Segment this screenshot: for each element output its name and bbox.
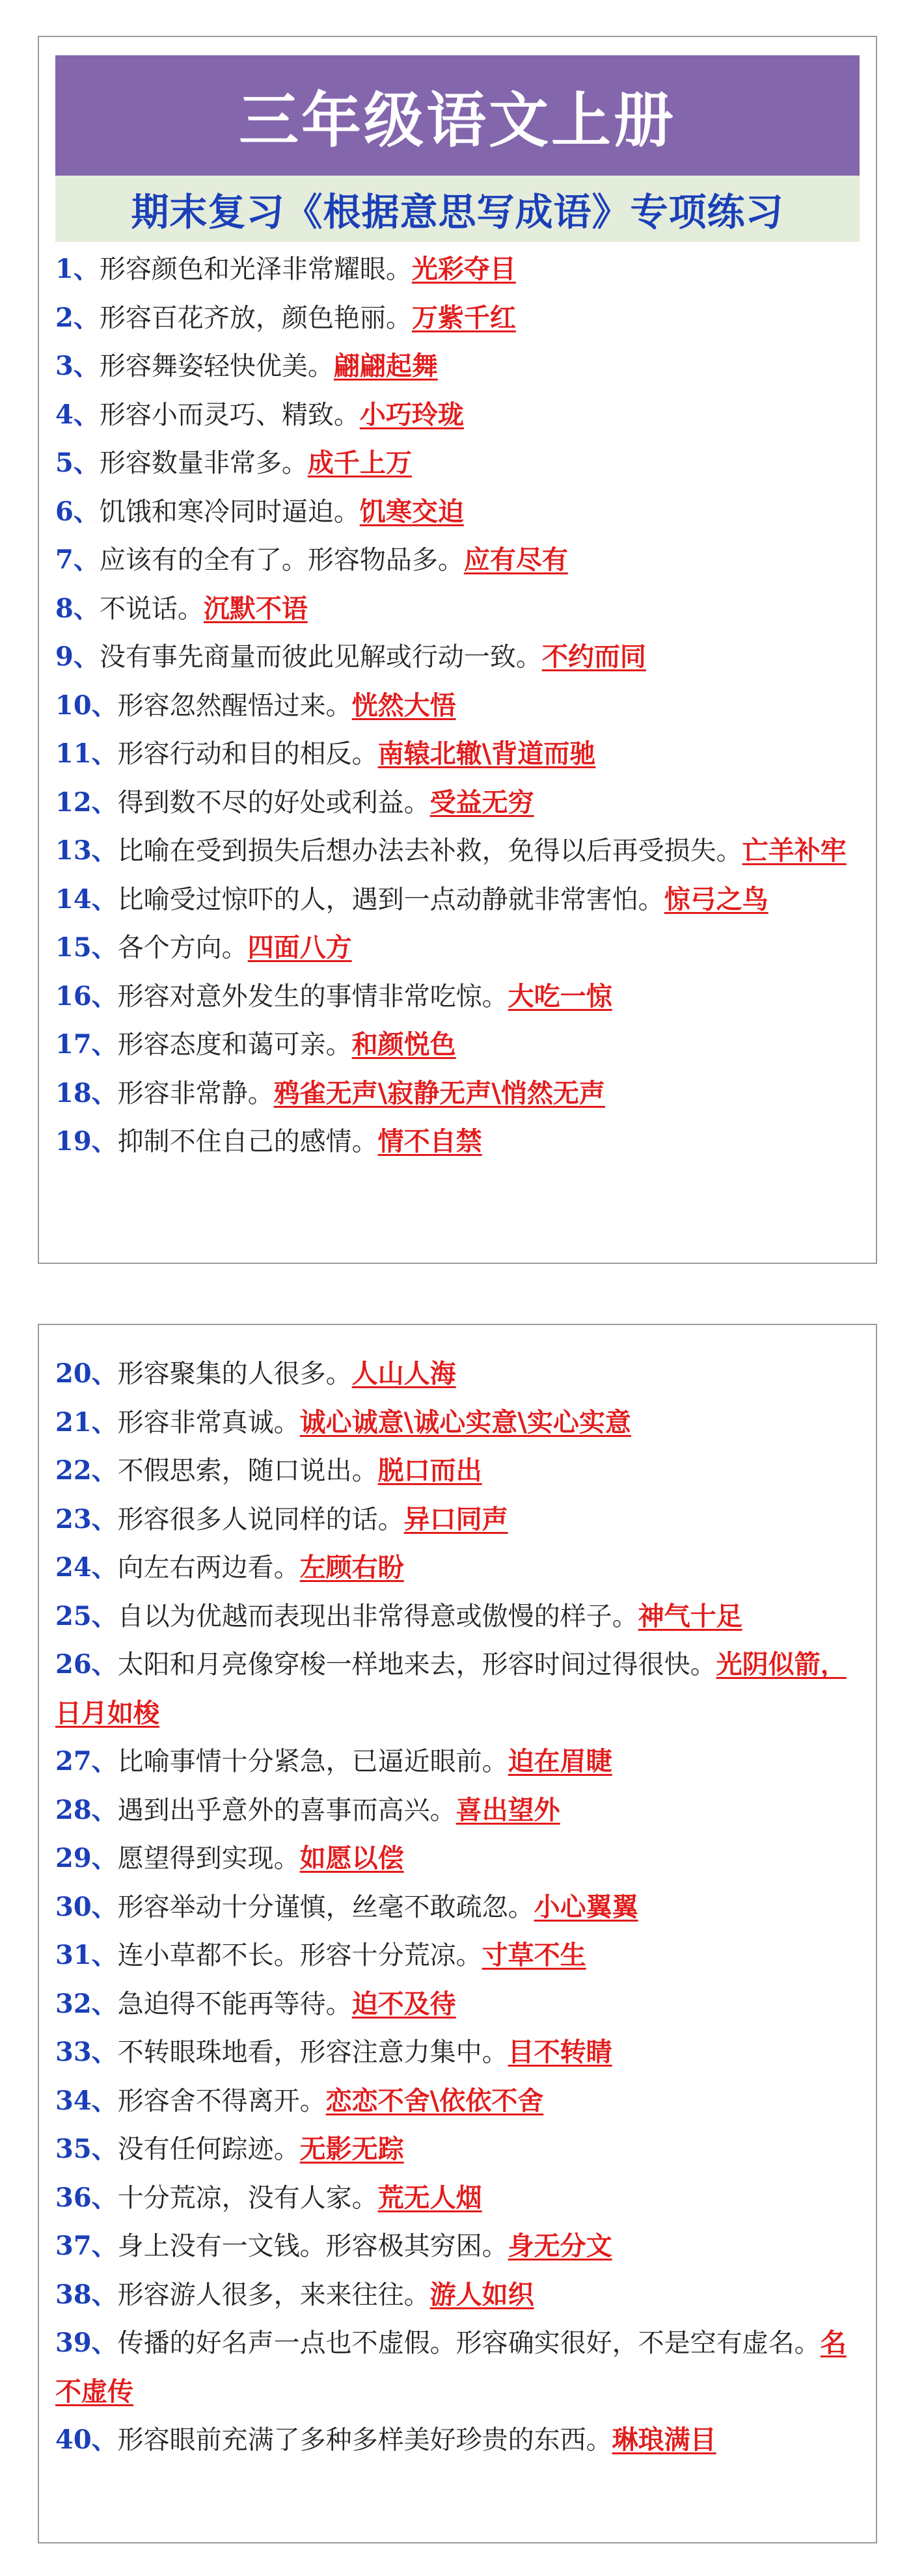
item-number: 24、	[55, 1552, 118, 1583]
exercise-item	[55, 1399, 862, 1447]
exercise-item	[55, 827, 862, 876]
item-number: 17、	[55, 1029, 118, 1060]
page-subtitle: 期末复习《根据意思写成语》专项练习	[131, 190, 784, 234]
item-number: 23、	[55, 1503, 118, 1535]
item-answer-idiom: 小心翼翼	[534, 1892, 638, 1922]
exercise-item	[55, 1834, 862, 1883]
item-answer-idiom: 恍然大悟	[351, 690, 456, 721]
exercise-item	[55, 2222, 862, 2271]
item-number: 28、	[55, 1794, 118, 1825]
exercise-item	[55, 973, 862, 1021]
exercise-item	[55, 2125, 862, 2174]
item-answer-idiom: 南辕北辙\背道而驰	[377, 739, 596, 769]
item-definition: 形容眼前充满了多种多样美好珍贵的东西。	[117, 2425, 612, 2455]
item-answer-idiom: 成千上万	[307, 448, 412, 478]
item-definition: 身上没有一文钱。形容极其穷困。	[117, 2231, 508, 2261]
item-definition: 饥饿和寒冷同时逼迫。	[99, 496, 360, 527]
item-definition: 十分荒凉，没有人家。	[117, 2182, 378, 2213]
exercise-item	[55, 1980, 862, 2029]
item-definition: 不说话。	[99, 593, 204, 624]
item-definition: 应该有的全有了。形容物品多。	[99, 545, 464, 575]
item-definition: 形容举动十分谨慎，丝毫不敢疏忽。	[117, 1892, 534, 1922]
item-number: 9、	[55, 641, 100, 672]
item-number: 31、	[55, 1940, 118, 1970]
item-number: 2、	[55, 302, 100, 333]
item-definition: 形容很多人说同样的话。	[117, 1504, 404, 1535]
item-answer-idiom: 小巧玲珑	[359, 399, 464, 430]
exercise-item	[55, 633, 862, 682]
exercise-item	[55, 1069, 862, 1118]
item-definition: 形容对意外发生的事情非常吃惊。	[117, 981, 508, 1012]
item-answer-idiom: 四面八方	[247, 933, 352, 963]
item-number: 4、	[55, 399, 100, 430]
item-number: 19、	[55, 1126, 118, 1157]
item-definition: 形容百花齐放，颜色艳丽。	[99, 302, 412, 333]
item-answer-idiom: 神气十足	[638, 1601, 742, 1631]
item-definition: 急迫得不能再等待。	[117, 1989, 352, 2019]
item-answer-idiom: 名不虚传	[55, 2328, 847, 2407]
item-answer-idiom: 饥寒交迫	[359, 496, 464, 527]
item-definition: 形容非常真诚。	[117, 1407, 300, 1438]
item-definition: 连小草都不长。形容十分荒凉。	[117, 1940, 482, 1970]
item-definition: 形容非常静。	[117, 1078, 274, 1108]
exercise-item	[55, 924, 862, 973]
item-definition: 形容数量非常多。	[99, 448, 308, 478]
item-number: 12、	[55, 786, 118, 818]
exercise-item	[55, 1350, 862, 1399]
item-number: 38、	[55, 2279, 118, 2310]
exercise-item	[55, 536, 862, 585]
item-number: 14、	[55, 883, 118, 915]
exercise-item	[55, 1118, 862, 1166]
item-number: 15、	[55, 932, 118, 963]
item-number: 25、	[55, 1600, 118, 1631]
item-definition: 没有事先商量而彼此见解或行动一致。	[99, 642, 542, 672]
exercise-item	[55, 1496, 862, 1544]
subtitle-banner	[55, 176, 860, 242]
item-answer-idiom: 无影无踪	[299, 2134, 404, 2164]
exercise-item	[55, 1883, 862, 1932]
exercise-item	[55, 488, 862, 537]
item-answer-idiom: 鸦雀无声\寂静无声\悄然无声	[273, 1078, 605, 1108]
item-definition: 向左右两边看。	[117, 1553, 300, 1583]
exercise-item	[55, 1737, 862, 1786]
exercise-item	[55, 1641, 862, 1737]
item-answer-idiom: 受益无穷	[429, 787, 534, 818]
item-number: 3、	[55, 351, 100, 381]
exercise-item	[55, 245, 862, 294]
item-definition: 愿望得到实现。	[117, 1844, 300, 1873]
exercise-item	[55, 2416, 862, 2465]
item-number: 1、	[55, 254, 100, 284]
item-answer-idiom: 不约而同	[541, 642, 646, 672]
item-definition: 各个方向。	[117, 933, 248, 963]
item-definition: 形容舞姿轻快优美。	[99, 351, 334, 381]
exercise-item	[55, 730, 862, 779]
item-number: 37、	[55, 2231, 118, 2261]
item-answer-idiom: 如愿以偿	[299, 1844, 404, 1873]
item-answer-idiom: 异口同声	[403, 1504, 508, 1535]
exercise-item	[55, 2174, 862, 2223]
item-answer-idiom: 喜出望外	[456, 1795, 560, 1825]
exercise-item	[55, 1021, 862, 1069]
item-definition: 传播的好名声一点也不虚假。形容确实很好，不是空有虚名。	[117, 2328, 821, 2358]
item-number: 13、	[55, 835, 118, 866]
exercise-item	[55, 1544, 862, 1592]
exercise-item	[55, 585, 862, 634]
exercise-item	[55, 1786, 862, 1835]
item-definition: 形容游人很多，来来往往。	[117, 2279, 430, 2310]
item-definition: 形容行动和目的相反。	[117, 739, 378, 769]
item-answer-idiom: 诚心诚意\诚心实意\实心实意	[299, 1407, 631, 1438]
item-number: 7、	[55, 544, 100, 575]
item-answer-idiom: 光彩夺目	[411, 254, 516, 284]
item-number: 11、	[55, 738, 118, 769]
item-definition: 得到数不尽的好处或利益。	[117, 787, 430, 818]
item-number: 33、	[55, 2037, 118, 2067]
exercise-item	[55, 682, 862, 731]
item-definition: 自以为优越而表现出非常得意或傲慢的样子。	[117, 1601, 638, 1631]
exercise-item	[55, 342, 862, 391]
item-answer-idiom: 迫在眉睫	[508, 1747, 612, 1777]
item-answer-idiom: 人山人海	[351, 1359, 456, 1389]
item-answer-idiom: 游人如织	[429, 2279, 534, 2310]
item-definition: 形容聚集的人很多。	[117, 1359, 352, 1389]
exercise-item	[55, 1931, 862, 1980]
item-answer-idiom: 左顾右盼	[299, 1553, 404, 1583]
item-definition: 太阳和月亮像穿梭一样地来去，形容时间过得很快。	[117, 1650, 716, 1680]
exercise-item	[55, 876, 862, 924]
page-title: 三年级语文上册	[238, 85, 676, 155]
item-answer-idiom: 恋恋不舍\依依不舍	[325, 2086, 544, 2116]
item-answer-idiom: 惊弓之鸟	[664, 884, 768, 915]
item-number: 8、	[55, 593, 100, 624]
item-answer-idiom: 和颜悦色	[351, 1030, 456, 1060]
exercise-item	[55, 1447, 862, 1496]
item-definition: 形容舍不得离开。	[117, 2086, 326, 2116]
worksheet-page-1	[38, 36, 877, 1264]
exercise-item	[55, 2077, 862, 2126]
title-banner	[55, 55, 860, 176]
item-definition: 比喻受过惊吓的人，遇到一点动静就非常害怕。	[117, 884, 664, 915]
worksheet-page-2	[38, 1324, 877, 2543]
exercise-item	[55, 439, 862, 488]
exercise-list-1	[55, 245, 862, 1166]
item-number: 39、	[55, 2328, 118, 2358]
item-number: 32、	[55, 1988, 118, 2019]
item-number: 16、	[55, 980, 118, 1012]
item-definition: 遇到出乎意外的喜事而高兴。	[117, 1795, 456, 1825]
item-definition: 形容小而灵巧、精致。	[99, 399, 360, 430]
item-number: 35、	[55, 2134, 118, 2164]
item-answer-idiom: 翩翩起舞	[333, 351, 438, 381]
item-definition: 抑制不住自己的感情。	[117, 1127, 378, 1157]
exercise-item	[55, 779, 862, 827]
item-answer-idiom: 沉默不语	[203, 593, 308, 624]
item-answer-idiom: 身无分文	[508, 2231, 612, 2261]
item-number: 27、	[55, 1746, 118, 1777]
item-number: 36、	[55, 2182, 118, 2213]
item-number: 22、	[55, 1455, 118, 1486]
exercise-item	[55, 2028, 862, 2077]
item-answer-idiom: 大吃一惊	[508, 981, 612, 1012]
item-answer-idiom: 迫不及待	[351, 1989, 456, 2019]
item-definition: 形容颜色和光泽非常耀眼。	[99, 254, 412, 284]
item-answer-idiom: 应有尽有	[463, 545, 568, 575]
item-answer-idiom: 万紫千红	[411, 302, 516, 333]
item-number: 6、	[55, 496, 100, 527]
item-number: 29、	[55, 1843, 118, 1873]
exercise-item	[55, 2271, 862, 2320]
item-answer-idiom: 亡羊补牢	[742, 836, 847, 866]
item-definition: 形容忽然醒悟过来。	[117, 690, 352, 721]
item-number: 5、	[55, 448, 100, 478]
item-answer-idiom: 寸草不生	[482, 1940, 586, 1970]
item-definition: 没有任何踪迹。	[117, 2134, 300, 2164]
item-answer-idiom: 琳琅满目	[612, 2425, 716, 2455]
item-number: 20、	[55, 1358, 118, 1389]
exercise-list-2	[55, 1350, 862, 2465]
item-answer-idiom: 目不转睛	[508, 2037, 612, 2067]
item-answer-idiom: 荒无人烟	[377, 2182, 482, 2213]
item-number: 10、	[55, 690, 118, 721]
exercise-item	[55, 391, 862, 440]
item-number: 34、	[55, 2085, 118, 2116]
item-answer-idiom: 光阴似箭，日月如梭	[55, 1650, 847, 1728]
item-number: 21、	[55, 1406, 118, 1438]
item-definition: 不转眼珠地看，形容注意力集中。	[117, 2037, 508, 2067]
exercise-item	[55, 294, 862, 343]
item-number: 30、	[55, 1891, 118, 1922]
item-number: 18、	[55, 1077, 118, 1108]
item-definition: 形容态度和蔼可亲。	[117, 1030, 352, 1060]
exercise-item	[55, 1592, 862, 1641]
item-answer-idiom: 情不自禁	[377, 1127, 482, 1157]
item-definition: 比喻在受到损失后想办法去补救，免得以后再受损失。	[117, 836, 742, 866]
item-answer-idiom: 脱口而出	[377, 1456, 482, 1486]
exercise-item	[55, 2319, 862, 2416]
item-number: 40、	[55, 2424, 118, 2455]
item-definition: 比喻事情十分紧急，已逼近眼前。	[117, 1747, 508, 1777]
item-definition: 不假思索，随口说出。	[117, 1456, 378, 1486]
item-number: 26、	[55, 1649, 118, 1680]
